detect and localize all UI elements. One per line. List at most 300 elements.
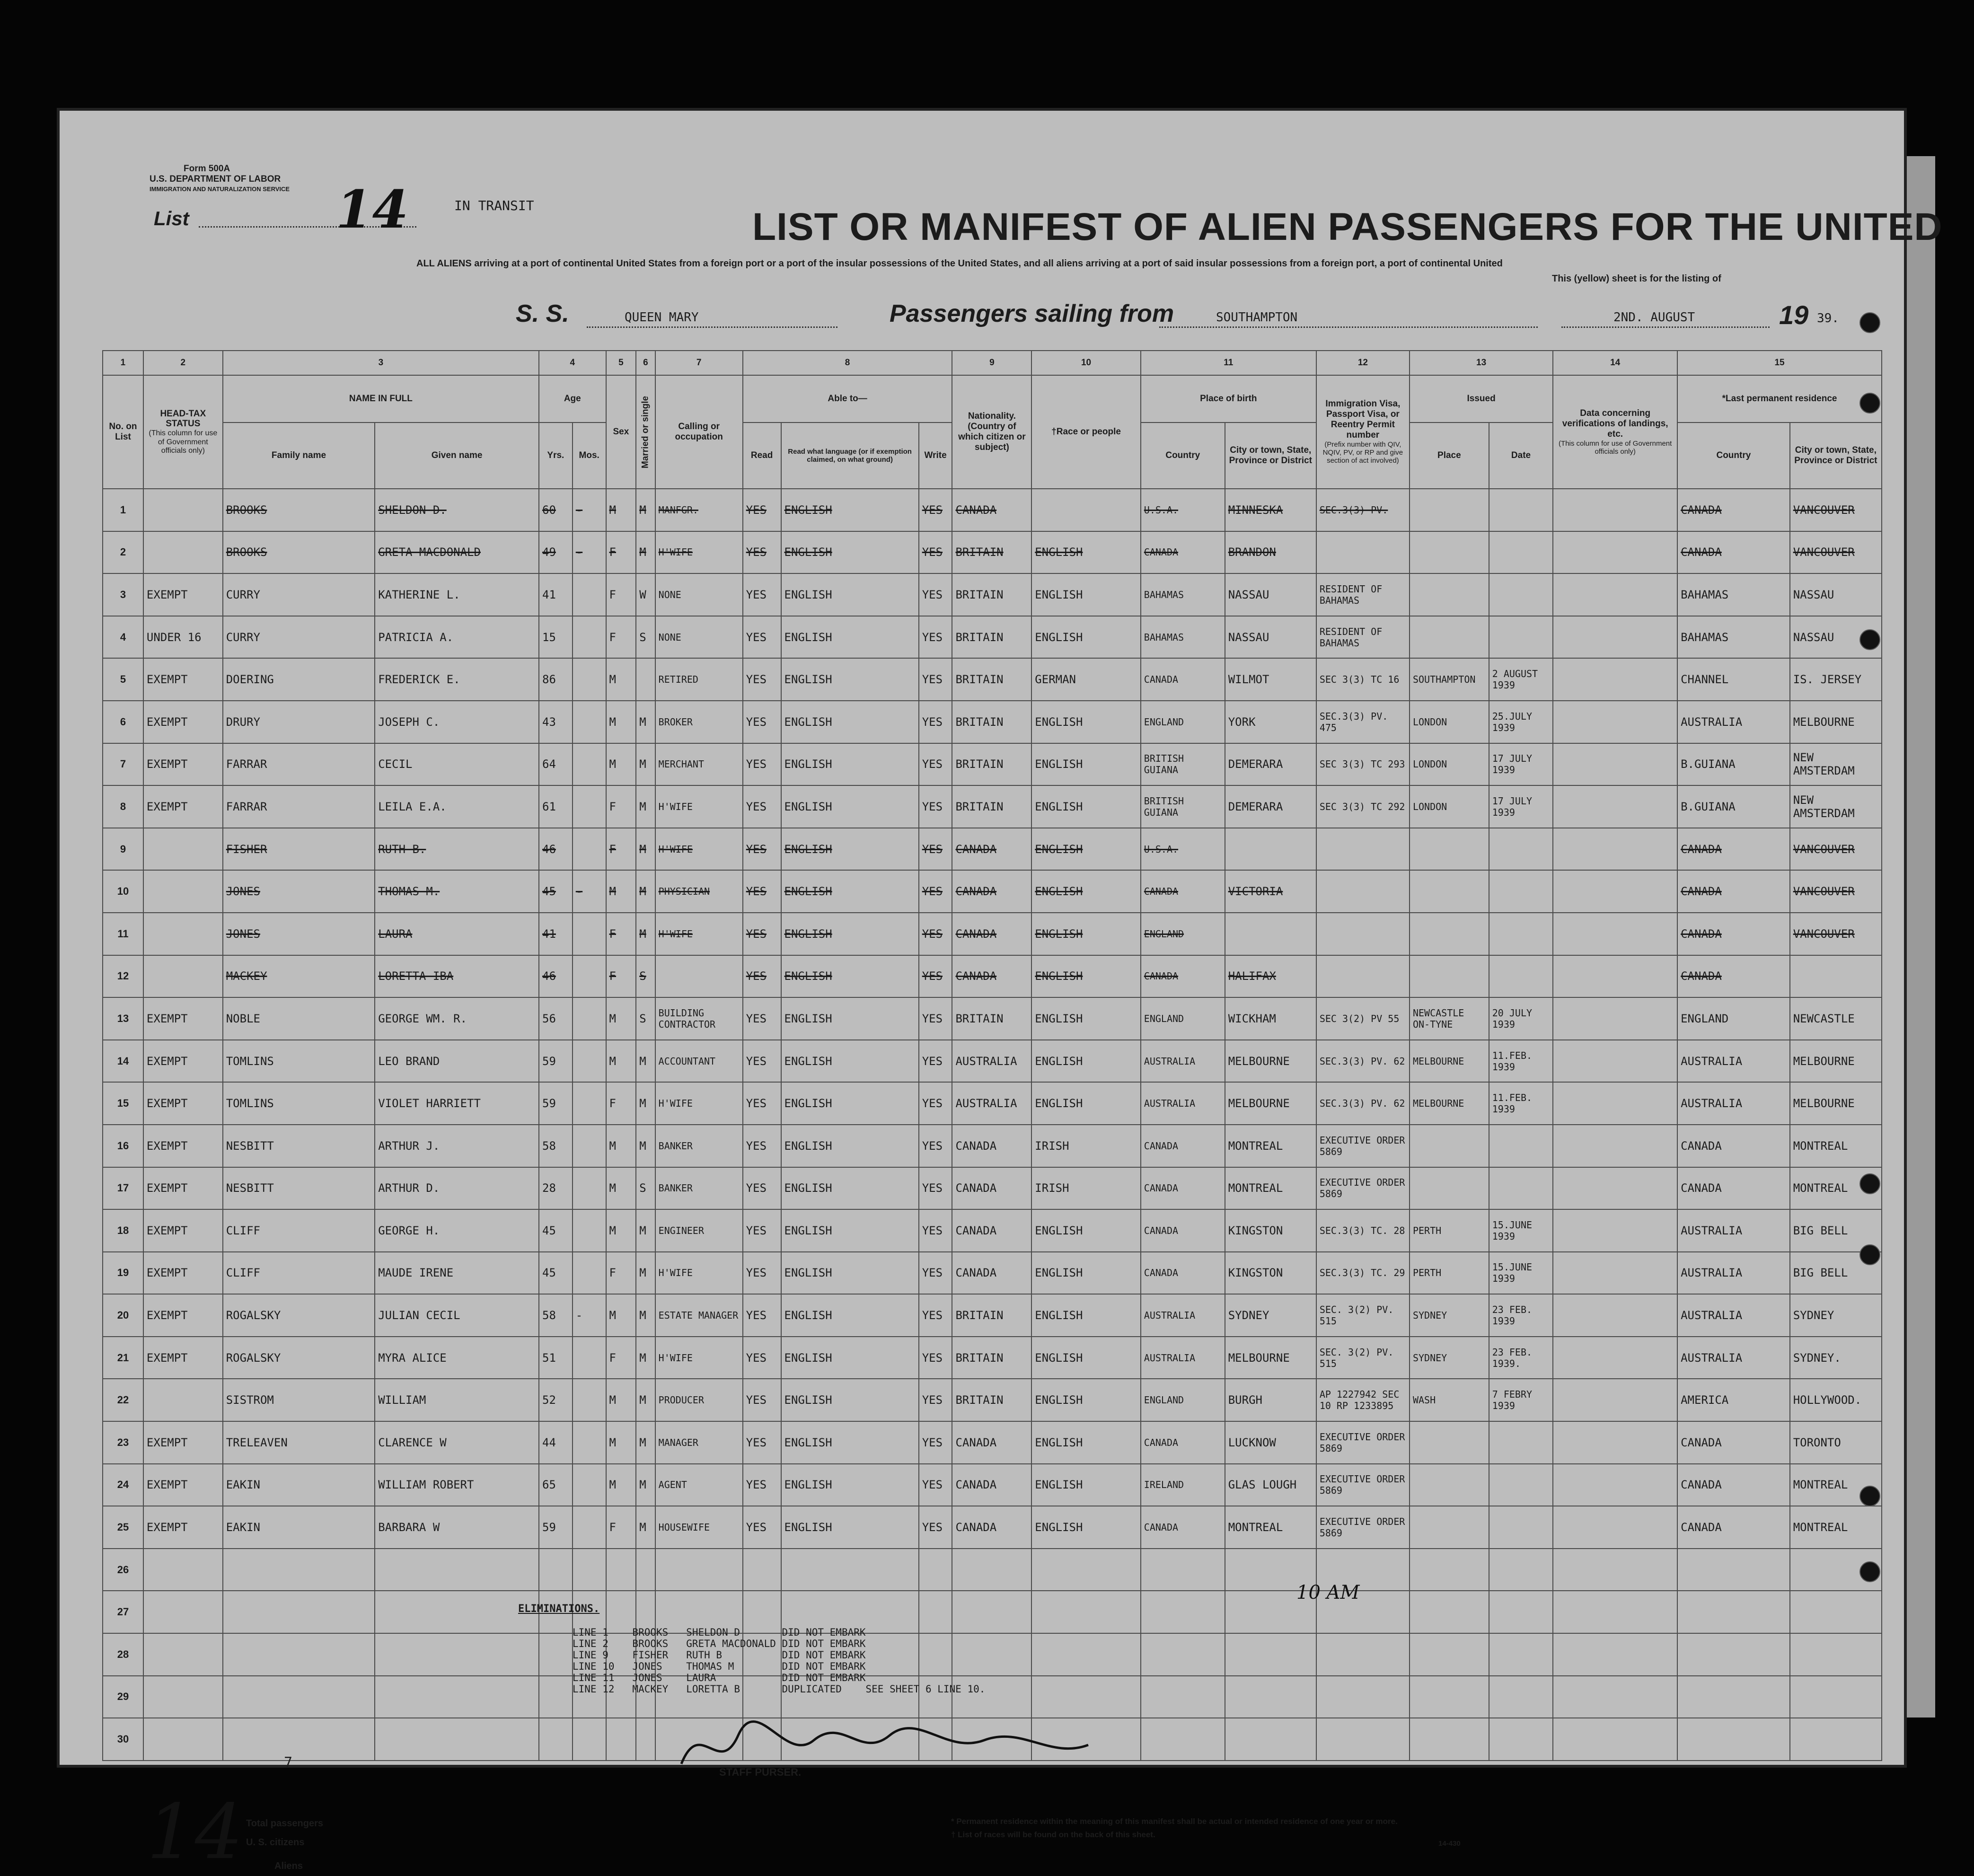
marital-cell: M: [636, 913, 655, 955]
age-mos-cell: [573, 743, 606, 786]
read-cell: YES: [743, 1294, 781, 1337]
header-issued-place: Place: [1410, 423, 1489, 489]
residence-city-cell: MONTREAL: [1790, 1464, 1882, 1506]
visa-cell: EXECUTIVE ORDER 5869: [1316, 1464, 1410, 1506]
residence-country-cell: AUSTRALIA: [1677, 1082, 1790, 1125]
residence-city-cell: NEW AMSTERDAM: [1790, 743, 1882, 786]
age-yrs-cell: 15: [539, 616, 573, 659]
issued-place-cell: LONDON: [1410, 701, 1489, 743]
write-cell: [919, 1549, 952, 1591]
age-yrs-cell: 46: [539, 955, 573, 998]
visa-cell: EXECUTIVE ORDER 5869: [1316, 1125, 1410, 1167]
race-cell: IRISH: [1031, 1167, 1141, 1210]
language-cell: ENGLISH: [781, 573, 919, 616]
occupation-cell: NONE: [655, 616, 743, 659]
read-cell: YES: [743, 531, 781, 574]
age-yrs-cell: 86: [539, 658, 573, 701]
language-cell: ENGLISH: [781, 913, 919, 955]
head-tax-cell: EXEMPT: [143, 658, 223, 701]
birth-country-cell: CANADA: [1141, 1252, 1225, 1295]
aliens-label: Aliens: [274, 1861, 303, 1871]
header-nationality: Nationality. (Country of which citizen or subject): [952, 375, 1031, 489]
col-num-1: 1: [103, 351, 143, 375]
issued-place-cell: MELBOURNE: [1410, 1082, 1489, 1125]
given-name-cell: CLARENCE W: [375, 1421, 539, 1464]
head-tax-cell: [143, 1676, 223, 1718]
sex-cell: M: [606, 1464, 636, 1506]
language-cell: ENGLISH: [781, 1421, 919, 1464]
birth-city-cell: BURGH: [1225, 1379, 1316, 1421]
table-row: [103, 1125, 1882, 1167]
language-cell: ENGLISH: [781, 531, 919, 574]
birth-country-cell: ENGLAND: [1141, 1379, 1225, 1421]
nationality-cell: CANADA: [952, 489, 1031, 531]
residence-city-cell: NEWCASTLE: [1790, 997, 1882, 1040]
landing-data-cell: [1553, 997, 1677, 1040]
issued-place-cell: [1410, 1676, 1489, 1718]
age-mos-cell: [573, 1337, 606, 1379]
row-number: 23: [103, 1421, 143, 1464]
elimination-line: LINE 10 JONES THOMAS M DID NOT EMBARK: [573, 1661, 866, 1672]
row-number: 6: [103, 701, 143, 743]
birth-city-cell: GLAS LOUGH: [1225, 1464, 1316, 1506]
age-yrs-cell: 59: [539, 1082, 573, 1125]
table-row: [103, 1633, 1882, 1676]
age-mos-cell: [573, 1379, 606, 1421]
language-cell: ENGLISH: [781, 955, 919, 998]
marital-cell: M: [636, 870, 655, 913]
issued-place-cell: [1410, 489, 1489, 531]
birth-city-cell: [1225, 828, 1316, 871]
visa-cell: [1316, 1633, 1410, 1676]
residence-city-cell: [1790, 1676, 1882, 1718]
residence-country-cell: AMERICA: [1677, 1379, 1790, 1421]
given-name-cell: JOSEPH C.: [375, 701, 539, 743]
age-yrs-cell: 43: [539, 701, 573, 743]
residence-country-cell: B.GUIANA: [1677, 785, 1790, 828]
issued-date-cell: 17 JULY 1939: [1489, 743, 1553, 786]
nationality-cell: BRITAIN: [952, 531, 1031, 574]
write-cell: YES: [919, 1379, 952, 1421]
occupation-cell: H'WIFE: [655, 531, 743, 574]
sailing-date: 2ND. AUGUST: [1613, 310, 1695, 325]
landing-data-cell: [1553, 743, 1677, 786]
write-cell: YES: [919, 1252, 952, 1295]
sex-cell: M: [606, 1294, 636, 1337]
issued-place-cell: [1410, 870, 1489, 913]
occupation-cell: [655, 955, 743, 998]
issued-place-cell: [1410, 1506, 1489, 1549]
issued-date-cell: [1489, 1167, 1553, 1210]
birth-country-cell: [1141, 1549, 1225, 1591]
race-cell: GERMAN: [1031, 658, 1141, 701]
occupation-cell: PHYSICIAN: [655, 870, 743, 913]
given-name-cell: MAUDE IRENE: [375, 1252, 539, 1295]
col-num-11: 11: [1141, 351, 1316, 375]
sex-cell: F: [606, 531, 636, 574]
age-mos-cell: [573, 1421, 606, 1464]
sex-cell: F: [606, 1506, 636, 1549]
family-name-cell: FARRAR: [223, 743, 375, 786]
footnote-residence: * Permanent residence within the meaning of this manifest shall be actual or intended residence of one year or more.: [951, 1817, 1398, 1826]
issued-date-cell: [1489, 828, 1553, 871]
table-row: [103, 1209, 1882, 1252]
birth-city-cell: MONTREAL: [1225, 1167, 1316, 1210]
elimination-line: LINE 12 MACKEY LORETTA B DUPLICATED SEE SHEET 6 LINE 10.: [573, 1683, 986, 1695]
issued-place-cell: PERTH: [1410, 1252, 1489, 1295]
sailing-label: Passengers sailing from: [890, 300, 1174, 327]
age-yrs-cell: 51: [539, 1337, 573, 1379]
header-visa-note: (Prefix number with QIV, NQIV, PV, or RP and give section of act involved): [1322, 440, 1403, 465]
list-label: List: [154, 207, 189, 229]
underlying-sheet: [1907, 156, 1935, 1717]
residence-city-cell: MELBOURNE: [1790, 1082, 1882, 1125]
table-row: [103, 658, 1882, 701]
residence-country-cell: AUSTRALIA: [1677, 701, 1790, 743]
row-number: 10: [103, 870, 143, 913]
birth-country-cell: BAHAMAS: [1141, 616, 1225, 659]
age-yrs-cell: 45: [539, 870, 573, 913]
occupation-cell: MANFGR.: [655, 489, 743, 531]
table-row: [103, 573, 1882, 616]
issued-date-cell: [1489, 1125, 1553, 1167]
sex-cell: [606, 1718, 636, 1761]
issued-date-cell: [1489, 1591, 1553, 1633]
occupation-cell: ACCOUNTANT: [655, 1040, 743, 1083]
birth-country-cell: CANADA: [1141, 1506, 1225, 1549]
table-row: [103, 828, 1882, 871]
binder-hole: [1859, 1561, 1880, 1582]
occupation-cell: MANAGER: [655, 1421, 743, 1464]
instructions-line-1: ALL ALIENS arriving at a port of continental United States from a foreign port or a port of the insular possessions of the United States, and all aliens arriving at a port of said insular possessions from a foreign port, a port of continental United: [416, 258, 1503, 269]
read-cell: YES: [743, 701, 781, 743]
issued-date-cell: [1489, 489, 1553, 531]
row-number: 4: [103, 616, 143, 659]
sex-cell: M: [606, 658, 636, 701]
header-write: Write: [919, 423, 952, 489]
issued-place-cell: NEWCASTLE ON-TYNE: [1410, 997, 1489, 1040]
visa-cell: SEC.3(3) PV.: [1316, 489, 1410, 531]
table-row: [103, 1337, 1882, 1379]
family-name-cell: FARRAR: [223, 785, 375, 828]
table-row: [103, 955, 1882, 998]
head-tax-cell: [143, 828, 223, 871]
residence-country-cell: B.GUIANA: [1677, 743, 1790, 786]
head-tax-cell: EXEMPT: [143, 997, 223, 1040]
issued-date-cell: [1489, 1506, 1553, 1549]
row-number: 25: [103, 1506, 143, 1549]
nationality-cell: CANADA: [952, 1421, 1031, 1464]
elimination-line: LINE 1 BROOKS SHELDON D DID NOT EMBARK: [573, 1627, 866, 1638]
read-cell: YES: [743, 1082, 781, 1125]
write-cell: YES: [919, 1294, 952, 1337]
head-tax-cell: [143, 1718, 223, 1761]
landing-data-cell: [1553, 1379, 1677, 1421]
family-name-cell: [223, 1549, 375, 1591]
landing-data-cell: [1553, 1718, 1677, 1761]
table-row: [103, 1167, 1882, 1210]
family-name-cell: DOERING: [223, 658, 375, 701]
marital-cell: [636, 1549, 655, 1591]
given-name-cell: [375, 1591, 539, 1633]
issued-date-cell: [1489, 1676, 1553, 1718]
birth-city-cell: MELBOURNE: [1225, 1082, 1316, 1125]
col-num-12: 12: [1316, 351, 1410, 375]
family-name-cell: SISTROM: [223, 1379, 375, 1421]
birth-city-cell: [1225, 1718, 1316, 1761]
race-cell: [1031, 489, 1141, 531]
residence-country-cell: BAHAMAS: [1677, 573, 1790, 616]
residence-city-cell: NASSAU: [1790, 573, 1882, 616]
birth-city-cell: NASSAU: [1225, 573, 1316, 616]
table-row: [103, 701, 1882, 743]
residence-country-cell: [1677, 1549, 1790, 1591]
issued-date-cell: [1489, 616, 1553, 659]
birth-city-cell: WILMOT: [1225, 658, 1316, 701]
read-cell: YES: [743, 573, 781, 616]
family-name-cell: FISHER: [223, 828, 375, 871]
occupation-cell: [655, 1549, 743, 1591]
column-numbers-row: [103, 351, 1882, 375]
issued-date-cell: 7 FEBRY 1939: [1489, 1379, 1553, 1421]
age-mos-cell: [573, 616, 606, 659]
residence-city-cell: MONTREAL: [1790, 1125, 1882, 1167]
col-num-7: 7: [655, 351, 743, 375]
birth-country-cell: CANADA: [1141, 955, 1225, 998]
row-number: 24: [103, 1464, 143, 1506]
nationality-cell: BRITAIN: [952, 1337, 1031, 1379]
issued-date-cell: [1489, 1718, 1553, 1761]
service: IMMIGRATION AND NATURALIZATION SERVICE: [150, 185, 290, 193]
family-name-cell: [223, 1676, 375, 1718]
head-tax-cell: [143, 1549, 223, 1591]
age-mos-cell: [573, 701, 606, 743]
row-number: 11: [103, 913, 143, 955]
issued-date-cell: 11.FEB. 1939: [1489, 1082, 1553, 1125]
issued-date-cell: 2 AUGUST 1939: [1489, 658, 1553, 701]
family-name-cell: CURRY: [223, 616, 375, 659]
nationality-cell: CANADA: [952, 1506, 1031, 1549]
row-number: 7: [103, 743, 143, 786]
given-name-cell: [375, 1633, 539, 1676]
eliminations-list: [573, 1627, 985, 1695]
age-yrs-cell: [539, 1676, 573, 1718]
age-mos-cell: -: [573, 489, 606, 531]
race-cell: ENGLISH: [1031, 1082, 1141, 1125]
language-cell: ENGLISH: [781, 743, 919, 786]
us-citizens-label: U. S. citizens: [246, 1837, 305, 1848]
visa-cell: SEC 3(2) PV 55: [1316, 997, 1410, 1040]
residence-country-cell: CANADA: [1677, 870, 1790, 913]
header-birth-country: Country: [1141, 423, 1225, 489]
write-cell: YES: [919, 785, 952, 828]
occupation-cell: BUILDING CONTRACTOR: [655, 997, 743, 1040]
family-name-cell: JONES: [223, 913, 375, 955]
instructions-line-2: This (yellow) sheet is for the listing of: [1552, 273, 1721, 284]
issued-place-cell: [1410, 531, 1489, 574]
age-yrs-cell: [539, 1718, 573, 1761]
language-cell: ENGLISH: [781, 701, 919, 743]
sex-cell: F: [606, 955, 636, 998]
visa-cell: EXECUTIVE ORDER 5869: [1316, 1506, 1410, 1549]
family-name-cell: JONES: [223, 870, 375, 913]
sex-cell: F: [606, 1337, 636, 1379]
read-cell: YES: [743, 870, 781, 913]
marital-cell: M: [636, 1379, 655, 1421]
sex-cell: M: [606, 1167, 636, 1210]
sex-cell: M: [606, 1040, 636, 1083]
head-tax-cell: EXEMPT: [143, 1252, 223, 1295]
row-number: 12: [103, 955, 143, 998]
occupation-cell: HOUSEWIFE: [655, 1506, 743, 1549]
family-name-cell: NOBLE: [223, 997, 375, 1040]
header-calling: Calling or occupation: [655, 375, 743, 489]
header-birth-city: City or town, State, Province or District: [1225, 423, 1316, 489]
landing-data-cell: [1553, 1337, 1677, 1379]
residence-country-cell: BAHAMAS: [1677, 616, 1790, 659]
birth-country-cell: [1141, 1591, 1225, 1633]
time-note: 10 AM: [1296, 1582, 1360, 1603]
landing-data-cell: [1553, 1167, 1677, 1210]
header-head-tax-note: (This column for use of Government officials only): [149, 429, 218, 455]
read-cell: YES: [743, 1379, 781, 1421]
purser-title: STAFF PURSER.: [719, 1766, 802, 1778]
header-visa-title: Immigration Visa, Passport Visa, or Reentry Permit number: [1325, 399, 1401, 440]
header-last-residence: *Last permanent residence: [1677, 375, 1882, 423]
marital-cell: S: [636, 1167, 655, 1210]
birth-country-cell: AUSTRALIA: [1141, 1294, 1225, 1337]
birth-country-cell: CANADA: [1141, 870, 1225, 913]
read-cell: YES: [743, 1506, 781, 1549]
occupation-cell: BANKER: [655, 1167, 743, 1210]
birth-country-cell: BRITISH GUIANA: [1141, 785, 1225, 828]
residence-country-cell: CANADA: [1677, 531, 1790, 574]
col-num-8: 8: [743, 351, 952, 375]
landing-data-cell: [1553, 489, 1677, 531]
race-cell: ENGLISH: [1031, 870, 1141, 913]
residence-city-cell: [1790, 1718, 1882, 1761]
col-num-2: 2: [143, 351, 223, 375]
year-prefix: 19: [1779, 300, 1809, 330]
issued-place-cell: MELBOURNE: [1410, 1040, 1489, 1083]
read-cell: [743, 1549, 781, 1591]
issued-date-cell: 23 FEB. 1939: [1489, 1294, 1553, 1337]
residence-country-cell: ENGLAND: [1677, 997, 1790, 1040]
row-number: 14: [103, 1040, 143, 1083]
race-cell: ENGLISH: [1031, 531, 1141, 574]
birth-city-cell: MINNESKA: [1225, 489, 1316, 531]
head-tax-cell: EXEMPT: [143, 1209, 223, 1252]
issued-place-cell: [1410, 1125, 1489, 1167]
head-tax-cell: [143, 489, 223, 531]
birth-city-cell: [1225, 1676, 1316, 1718]
age-yrs-cell: 59: [539, 1040, 573, 1083]
table-row: [103, 1252, 1882, 1295]
age-mos-cell: [573, 1082, 606, 1125]
write-cell: YES: [919, 1464, 952, 1506]
read-cell: YES: [743, 828, 781, 871]
in-transit: IN TRANSIT: [454, 198, 534, 213]
race-cell: ENGLISH: [1031, 828, 1141, 871]
header-sex: Sex: [606, 375, 636, 489]
table-row: [103, 1549, 1882, 1591]
residence-city-cell: VANCOUVER: [1790, 489, 1882, 531]
manifest-sheet: [57, 108, 1943, 1876]
nationality-cell: BRITAIN: [952, 658, 1031, 701]
write-cell: YES: [919, 870, 952, 913]
read-cell: YES: [743, 743, 781, 786]
birth-country-cell: AUSTRALIA: [1141, 1082, 1225, 1125]
language-cell: ENGLISH: [781, 1252, 919, 1295]
nationality-cell: BRITAIN: [952, 616, 1031, 659]
race-cell: ENGLISH: [1031, 616, 1141, 659]
landing-data-cell: [1553, 913, 1677, 955]
read-cell: YES: [743, 997, 781, 1040]
table-row: [103, 997, 1882, 1040]
sex-cell: F: [606, 1252, 636, 1295]
residence-city-cell: [1790, 1591, 1882, 1633]
age-yrs-cell: 60: [539, 489, 573, 531]
nationality-cell: BRITAIN: [952, 1379, 1031, 1421]
write-cell: YES: [919, 1125, 952, 1167]
issued-date-cell: 20 JULY 1939: [1489, 997, 1553, 1040]
issued-date-cell: 11.FEB. 1939: [1489, 1040, 1553, 1083]
birth-city-cell: [1225, 913, 1316, 955]
nationality-cell: CANADA: [952, 1252, 1031, 1295]
visa-cell: [1316, 870, 1410, 913]
residence-city-cell: MELBOURNE: [1790, 701, 1882, 743]
form-code: 14-430: [1438, 1840, 1461, 1848]
age-mos-cell: [573, 1549, 606, 1591]
given-name-cell: [375, 1718, 539, 1761]
read-cell: YES: [743, 1464, 781, 1506]
read-cell: YES: [743, 1421, 781, 1464]
nationality-cell: CANADA: [952, 828, 1031, 871]
age-mos-cell: [573, 1718, 606, 1761]
family-name-cell: BROOKS: [223, 489, 375, 531]
issued-place-cell: [1410, 1549, 1489, 1591]
residence-city-cell: TORONTO: [1790, 1421, 1882, 1464]
col-num-6: 6: [636, 351, 655, 375]
eliminations-title: ELIMINATIONS.: [518, 1603, 600, 1615]
col-num-3: 3: [223, 351, 539, 375]
row-number: 5: [103, 658, 143, 701]
birth-country-cell: BAHAMAS: [1141, 573, 1225, 616]
given-name-cell: ARTHUR J.: [375, 1125, 539, 1167]
residence-country-cell: AUSTRALIA: [1677, 1252, 1790, 1295]
header-read-language: Read what language (or if exemption claimed, on what ground): [781, 423, 919, 489]
marital-cell: M: [636, 1082, 655, 1125]
col-num-15: 15: [1677, 351, 1882, 375]
birth-city-cell: MELBOURNE: [1225, 1040, 1316, 1083]
issued-date-cell: 15.JUNE 1939: [1489, 1209, 1553, 1252]
marital-cell: M: [636, 785, 655, 828]
table-row: [103, 1294, 1882, 1337]
family-name-cell: NESBITT: [223, 1125, 375, 1167]
family-name-cell: CURRY: [223, 573, 375, 616]
read-cell: YES: [743, 955, 781, 998]
residence-country-cell: [1677, 1718, 1790, 1761]
age-yrs-cell: 49: [539, 531, 573, 574]
row-number: 8: [103, 785, 143, 828]
issued-place-cell: [1410, 616, 1489, 659]
write-cell: YES: [919, 828, 952, 871]
row-number: 15: [103, 1082, 143, 1125]
given-name-cell: FREDERICK E.: [375, 658, 539, 701]
issued-date-cell: 25.JULY 1939: [1489, 701, 1553, 743]
read-cell: YES: [743, 1125, 781, 1167]
visa-cell: SEC.3(3) PV. 62: [1316, 1040, 1410, 1083]
